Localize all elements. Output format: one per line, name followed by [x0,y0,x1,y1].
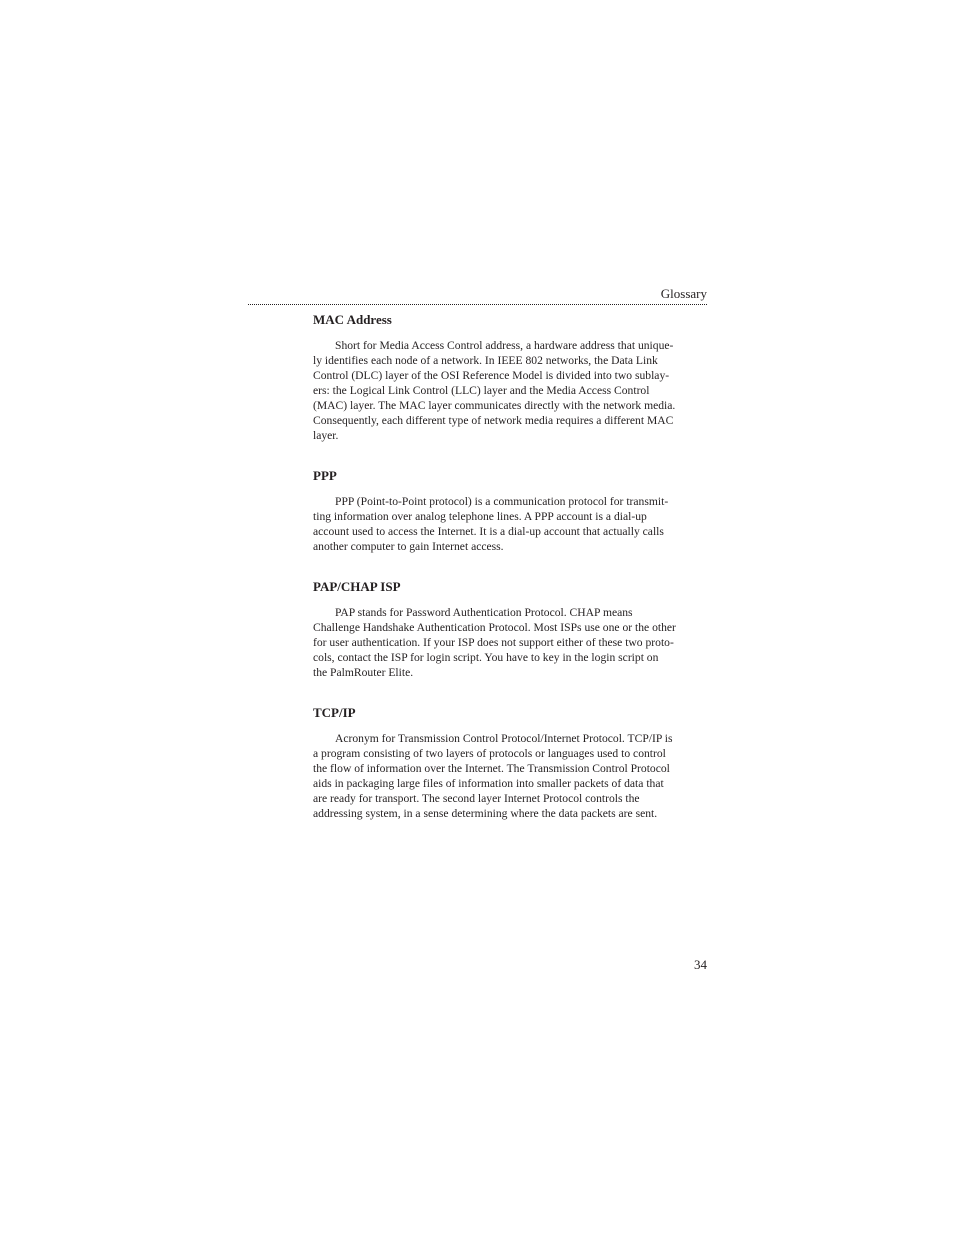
definition-line: addressing system, in a sense determining where the data packets are sent. [313,807,658,820]
definition-line: aids in packaging large files of information into smaller packets of data that [313,777,664,790]
glossary-entry [313,579,708,680]
glossary-term: TCP/IP [313,705,356,720]
definition-line: ly identifies each node of a network. In IEEE 802 networks, the Data Link [313,354,658,367]
definition-line: (MAC) layer. The MAC layer communicates directly with the network media. [313,399,676,412]
definition-line: ers: the Logical Link Control (LLC) layer and the Media Access Control [313,384,650,397]
definition-line: Short for Media Access Control address, a hardware address that unique- [335,339,674,352]
definition-line: cols, contact the ISP for login script. You have to key in the login script on [313,651,659,664]
definition-line: Control (DLC) layer of the OSI Reference Model is divided into two sublay- [313,369,670,382]
page-header-title: Glossary [660,286,707,301]
definition-line: PPP (Point-to-Point protocol) is a communication protocol for transmit- [335,495,669,508]
glossary-content [313,312,708,821]
definition-line: the PalmRouter Elite. [313,666,414,679]
definition-line: account used to access the Internet. It is a dial-up account that actually calls [313,525,664,538]
glossary-definition [313,731,708,821]
glossary-definition [313,338,708,443]
definition-line: layer. [313,429,339,442]
glossary-entry [313,705,708,821]
header-dotted-rule [248,304,707,305]
definition-line: the flow of information over the Internet. The Transmission Control Protocol [313,762,670,775]
page-number: 34 [694,957,707,972]
definition-line: ting information over analog telephone lines. A PPP account is a dial-up [313,510,647,523]
definition-line: Challenge Handshake Authentication Protocol. Most ISPs use one or the other [313,621,676,634]
definition-line: a program consisting of two layers of protocols or languages used to control [313,747,666,760]
definition-line: for user authentication. If your ISP does not support either of these two proto- [313,636,674,649]
definition-line: PAP stands for Password Authentication Protocol. CHAP means [335,606,633,619]
glossary-definition [313,494,708,554]
definition-line: Acronym for Transmission Control Protocol/Internet Protocol. TCP/IP is [335,732,673,745]
definition-line: Consequently, each different type of network media requires a different MAC [313,414,674,427]
glossary-term: PAP/CHAP ISP [313,579,401,594]
glossary-definition [313,605,708,680]
glossary-term: MAC Address [313,312,392,327]
definition-line: another computer to gain Internet access. [313,540,504,553]
definition-line: are ready for transport. The second layer Internet Protocol controls the [313,792,640,805]
glossary-entry [313,468,708,554]
glossary-term: PPP [313,468,337,483]
glossary-entry [313,312,708,443]
